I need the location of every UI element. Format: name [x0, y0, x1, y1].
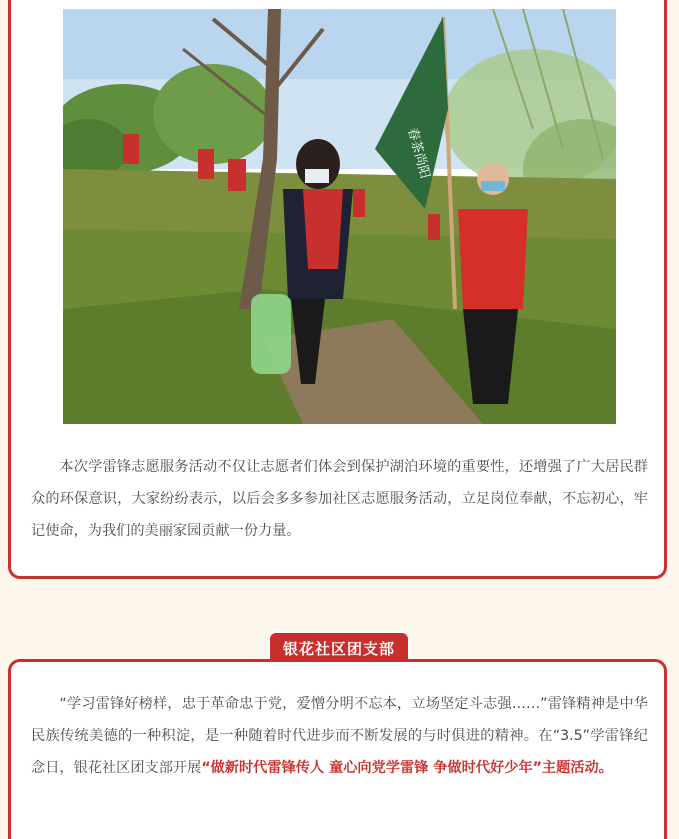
flag-text: 春茶尚阳: [404, 126, 433, 181]
intro-paragraph: [31, 688, 648, 784]
activity-summary-paragraph: 本次学雷锋志愿服务活动不仅让志愿者们体会到保护湖泊环境的重要性，还增强了广大居民群众的环保意识，大家纷纷表示，以后会多多参加社区志愿服务活动，立足岗位奉献，不忘初心，牢记使命，为我们的美丽家园贡献一份力量。: [31, 459, 648, 539]
article-card-top: [8, 0, 667, 579]
article-card-bottom: [8, 659, 667, 839]
volunteer-photo: [63, 9, 616, 424]
volunteer-photo-illustration: [63, 9, 616, 424]
intro-paragraph-text: “学习雷锋好榜样，忠于革命忠于党，爱憎分明不忘本，立场坚定斗志强……”雷锋精神是中华民族传统美德的一种积淀，是一种随着时代进步而不断发展的与时俱进的精神。在“3.5”学雷锋纪念日，银花社区团支部开展: [31, 696, 648, 776]
activity-theme-highlight: “做新时代雷锋传人 童心向党学雷锋 争做时代好少年”主题活动。: [201, 760, 613, 776]
section-title-badge: 银花社区团支部: [268, 631, 410, 667]
